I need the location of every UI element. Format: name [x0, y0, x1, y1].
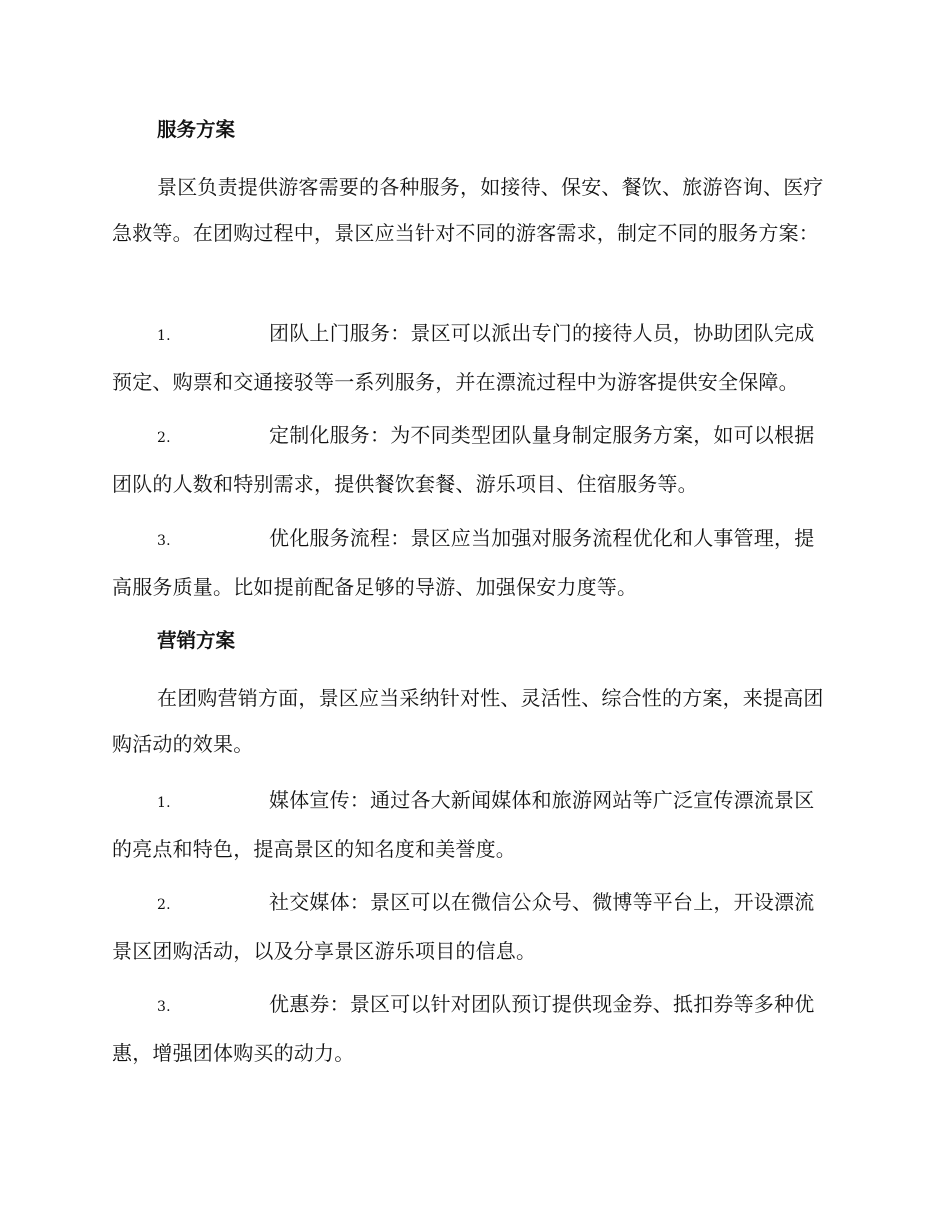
- list-item-text: 团队上门服务：景区可以派出专门的接待人员，协助团队完成预定、购票和交通接驳等一系列服务，并在漂流过程中为游客提供安全保障。: [112, 321, 815, 394]
- list-number: 2.: [157, 897, 171, 913]
- section-heading-marketing: 营销方案: [157, 629, 236, 652]
- list-item-text: 社交媒体：景区可以在微信公众号、微博等平台上，开设漂流景区团购活动，以及分享景区游乐项目的信息。: [112, 890, 815, 963]
- section-heading-service: 服务方案: [157, 118, 236, 141]
- list-item-text: 优化服务流程：景区应当加强对服务流程优化和人事管理，提高服务质量。比如提前配备足够的导游、加强保安力度等。: [112, 526, 815, 599]
- service-list-item-1: [112, 310, 834, 405]
- list-number: 3.: [157, 999, 171, 1015]
- service-intro-text: 景区负责提供游客需要的各种服务，如接待、保安、餐饮、旅游咨询、医疗急救等。在团购过程中，景区应当针对不同的游客需求，制定不同的服务方案：: [112, 175, 824, 245]
- marketing-list-item-3: [112, 981, 834, 1076]
- service-intro-paragraph: [112, 164, 834, 256]
- service-list-item-2: [112, 412, 834, 507]
- list-number: 3.: [157, 533, 171, 549]
- list-item-text: 定制化服务：为不同类型团队量身制定服务方案，如可以根据团队的人数和特别需求，提供餐饮套餐、游乐项目、住宿服务等。: [112, 423, 815, 496]
- marketing-list-item-2: [112, 879, 834, 974]
- list-item-text: 媒体宣传：通过各大新闻媒体和旅游网站等广泛宣传漂流景区的亮点和特色，提高景区的知名度和美誉度。: [112, 788, 815, 861]
- list-number: 1.: [157, 795, 171, 811]
- service-list-item-3: [112, 515, 834, 610]
- list-number: 2.: [157, 430, 171, 446]
- list-number: 1.: [157, 328, 171, 344]
- marketing-list-item-1: [112, 777, 834, 872]
- list-item-text: 优惠券：景区可以针对团队预订提供现金券、抵扣券等多种优惠，增强团体购买的动力。: [112, 992, 815, 1065]
- marketing-intro-paragraph: [112, 675, 834, 767]
- marketing-intro-text: 在团购营销方面，景区应当采纳针对性、灵活性、综合性的方案，来提高团购活动的效果。: [112, 686, 824, 756]
